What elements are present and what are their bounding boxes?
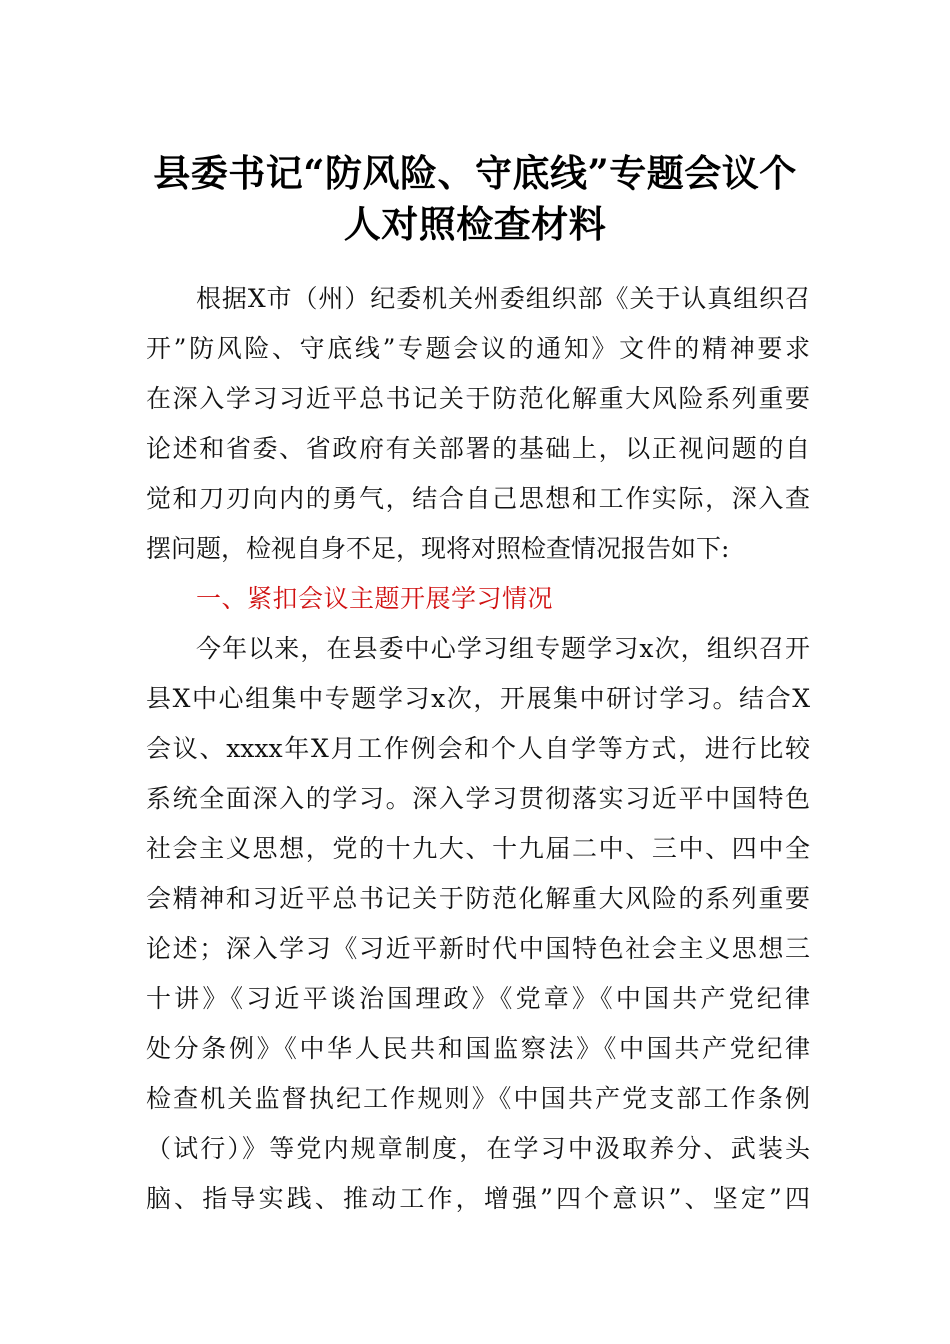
paragraph-line: 摆问题，检视自身不足，现将对照检查情况报告如下: — [146, 534, 730, 563]
paragraph-line: 开”防风险、守底线”专题会议的通知》文件的精神要求 — [146, 334, 810, 363]
paragraph-line: 今年以来，在县委中心学习组专题学习x次，组织召开 — [196, 634, 810, 663]
paragraph-line: 会议、xxxx年X月工作例会和个人自学等方式，进行比较 — [146, 734, 810, 763]
paragraph-line: 十讲》《习近平谈治国理政》《党章》《中国共产党纪律 — [146, 984, 810, 1013]
paragraph-line: 在深入学习习近平总书记关于防范化解重大风险系列重要 — [146, 384, 810, 413]
title-line: 人对照检查材料 — [343, 202, 607, 246]
paragraph-line: 会精神和习近平总书记关于防范化解重大风险的系列重要 — [146, 884, 810, 913]
paragraph-line: 处分条例》《中华人民共和国监察法》《中国共产党纪律 — [146, 1034, 810, 1063]
paragraph-line: 社会主义思想，党的十九大、十九届二中、三中、四中全 — [146, 834, 810, 863]
document-title — [130, 148, 820, 250]
paragraph-line: 县X中心组集中专题学习x次，开展集中研讨学习。结合X — [146, 684, 810, 713]
section-heading: 一、紧扣会议主题开展学习情况 — [196, 584, 554, 613]
title-line: 县委书记“防风险、守底线”专题会议个 — [153, 151, 797, 195]
paragraph-line: 根据X市（州）纪委机关州委组织部《关于认真组织召 — [196, 284, 810, 313]
paragraph-line: 系统全面深入的学习。深入学习贯彻落实习近平中国特色 — [146, 784, 810, 813]
paragraph-line: 脑、指导实践、推动工作，增强”四个意识”、坚定”四 — [146, 1184, 810, 1213]
paragraph-line: 论述；深入学习《习近平新时代中国特色社会主义思想三 — [146, 934, 810, 963]
paragraph-line: （试行）》等党内规章制度，在学习中汲取养分、武装头 — [146, 1134, 810, 1163]
paragraph-line: 觉和刀刃向内的勇气，结合自己思想和工作实际，深入查 — [146, 484, 810, 513]
paragraph-line: 论述和省委、省政府有关部署的基础上，以正视问题的自 — [146, 434, 810, 463]
paragraph-line: 检查机关监督执纪工作规则》《中国共产党支部工作条例 — [146, 1084, 810, 1113]
